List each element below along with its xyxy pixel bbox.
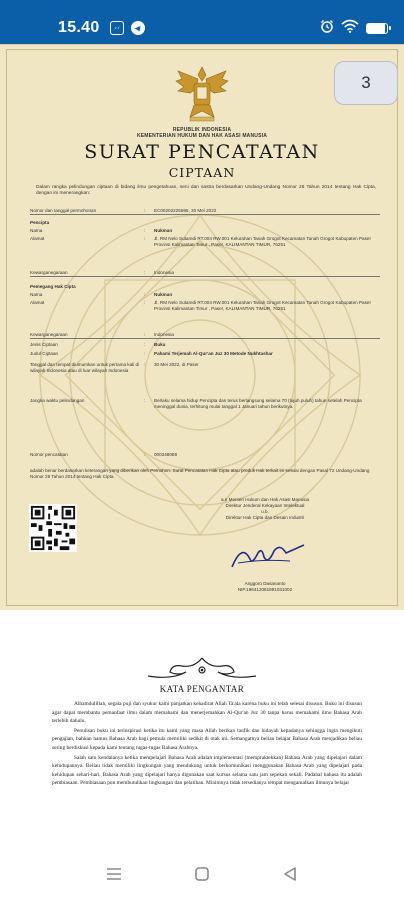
field-value: Indonesia [154, 332, 174, 337]
creator-section [30, 220, 380, 226]
published-row: Tanggal dan tempat diumumkan untuk pertama kali di wilayah Indonesia atau di luar wilayah Indonesia : 30 Mei 2022, di Paser [30, 362, 380, 374]
field-label: Alamat [30, 300, 45, 305]
section-label: Pencipta [30, 220, 50, 225]
field-label: Kewarganegaraan [30, 270, 68, 275]
book-page[interactable] [0, 654, 404, 844]
page-separator [0, 612, 404, 654]
application-row: Nomor dan tanggal permohonan : EC00202225595, 30 Mei 2022 [30, 208, 380, 215]
holder-address-row: Alamat : Jl. RM Nelo Sutaredi RT.004 RW.001 Kelurahan Tanah Grogot Kecamatan Tanah Grogot Kabupaten Paser Provinsi Kalimantan Timur , Paser, KALIMANTAN TIMUR, 76251 [30, 300, 380, 312]
field-label: Alamat [30, 236, 45, 241]
certificate-title: SURAT PENCATATAN [84, 141, 320, 163]
sign-line2: Direktur Jenderal Kekayaan Intelektual [225, 503, 305, 508]
sign-line3: u.b. [261, 509, 269, 514]
telegram-icon [131, 21, 145, 35]
sign-line4: Direktur Hak Cipta dan Desain Industri [225, 515, 305, 520]
status-right [320, 19, 388, 38]
qr-code[interactable] [29, 504, 77, 552]
certificate-page[interactable] [0, 44, 404, 610]
record-row: Nomor pencatatan : 000348088 [30, 452, 380, 458]
field-value: 000348088 [154, 452, 177, 457]
field-label: Judul Ciptaan [30, 351, 59, 356]
creator-address-row: Alamat : Jl. RM Nelo Sutaredi RT.004 RW.001 Kelurahan Tanah Grogot Kecamatan Tanah Grogot Kabupaten Paser Provinsi Kalimantan Timur , Paser, KALIMANTAN TIMUR, 76251 [30, 236, 380, 248]
ministry-header [0, 127, 404, 139]
type-row: Jenis Ciptaan : Buku [30, 342, 380, 348]
holder-nationality-row: Kewarganegaraan : Indonesia [30, 332, 380, 339]
certificate-subtitle: CIPTAAN [168, 165, 236, 180]
field-value: 30 Mei 2022, di Paser [154, 362, 199, 367]
field-label: Jenis Ciptaan [30, 342, 58, 347]
book-body [52, 700, 362, 789]
holder-name-row: Nama : Nukman [30, 292, 380, 298]
field-value: Jl. RM Nelo Sutaredi RT.004 RW.001 Kelurahan Tanah Grogot Kecamatan Tanah Grogot Kabupaten Paser Provinsi Kalimantan Timur , Paser, KALIMANTAN TIMUR, 76251 [154, 236, 371, 247]
field-value: Nukman [154, 228, 173, 233]
field-label: Kewarganegaraan [30, 332, 68, 337]
menu-icon[interactable] [94, 858, 134, 890]
messenger-icon [110, 21, 124, 35]
field-label: Tanggal dan tempat diumumkan untuk pertama kali di wilayah Indonesia atau di luar wilayah Indonesia [30, 362, 140, 373]
page-indicator[interactable]: 3 [334, 61, 398, 105]
field-value: EC00202225595, 30 Mei 2022 [154, 208, 217, 213]
wifi-icon [341, 19, 359, 38]
period-row: Jangka waktu pelindungan : Berlaku selama hidup Pencipta dan terus berlangsung selama 70 (tujuh puluh) tahun setelah Pencipta meninggal dunia, terhitung mulai tanggal 1 Januari tahun berikutnya. [30, 398, 380, 410]
holder-section [30, 284, 380, 290]
book-heading: KATA PENGANTAR [159, 684, 245, 694]
field-label: Nomor pencatatan [30, 452, 68, 457]
book-paragraph: Salah satu kendalanya ketika mempelajari Bahasa Arab adalah implementasi (mempraktekkan) Bahasa Arab yang dipelajari dalam kehidupannya. Beliau tidak memiliki lingkungan yang mendukung untuk berkomunikasi menggunakan Bahasa Arab yang dipelajari pada kehidupan sehari-hari. Bahasa Arab yang dipelajari hanya digunakan saat kursus selama satu jam sepekan sekali. Padahal bahasa itu adalah pembiasaan. Pembiasaan pun membutuhkan lingkungan dan pelatihan. Minimnya tidak tersedianya tempat mengamalkan ilmunya belajar [52, 754, 362, 787]
status-time: 15.40 [58, 19, 100, 36]
field-value: Nukman [154, 292, 173, 297]
field-label: Nama [30, 292, 43, 297]
book-paragraph: Penulisan buku ini terinspirasi ketika itu kami yang masa Allah berikan taufik dan hidayah kepadanya sehingga ingin mengikuti pengajian, bahkan hamus Bahasa Arab bagi pemula memiliki sedikit di otak ini. Semangatnya beliau belajar Bahasa Arab menjadikan beliau sering berdiskusi kepada kami tentang tugas-tugas Bahasa Arabnya. [52, 727, 362, 751]
field-value: Berlaku selama hidup Pencipta dan terus berlangsung selama 70 (tujuh puluh) tahun setelah Pencipta meninggal dunia, terhitung mulai tanggal 1 Januari tahun berikutnya. [154, 398, 362, 409]
alarm-icon [320, 19, 334, 38]
watermark-ornament [30, 205, 370, 545]
certificate-closing: adalah benar berdasarkan keterangan yang diberikan oleh Pemohon. Surat Pencatatan Hak Cipta atau produk Hak terkait ini sesuai dengan Pasal 72 Undang-Undang Nomor 28 Tahun 2014 tentang Hak Cipta. [30, 468, 370, 479]
battery-icon [366, 23, 388, 34]
back-icon[interactable] [270, 858, 310, 890]
field-label: Jangka waktu pelindungan [30, 398, 85, 403]
section-label: Pemegang Hak Cipta [30, 284, 76, 289]
navigation-bar [0, 848, 404, 900]
creator-nationality-row: Kewarganegaraan : Indonesia [30, 270, 380, 277]
field-value: Pahami Terjemah Al-Qur'an Juz 30 Metode Nukhtashar [154, 351, 273, 356]
field-label: Nama [30, 228, 43, 233]
signer-name: Anggoro Dasananto [244, 581, 286, 586]
book-paragraph: Alhamdulillah, segala puji dan syukur kami panjatkan kehadirat Allah Ta'ala karena buku ini telah selesai disusun. Buku ini disusun agar dapat membantu pemanfaat ilmu dalam memahami dan menerjemahkan Al-Qur'an Juz 30 tanpa harus memahami ilmu Bahasa Arab terlebih dahulu. [52, 701, 362, 725]
sign-line1: a.n Menteri Hukum dan Hak Asasi Manusia [220, 497, 310, 502]
garuda-emblem-icon [172, 61, 232, 127]
signer [190, 581, 340, 593]
battery-level [367, 24, 385, 33]
header-country: REPUBLIK INDONESIA [172, 127, 232, 133]
creator-name-row: Nama : Nukman [30, 228, 380, 234]
ornament-divider-icon [142, 654, 262, 682]
field-value: Jl. RM Nelo Sutaredi RT.004 RW.001 Kelurahan Tanah Grogot Kecamatan Tanah Grogot Kabupaten Paser Provinsi Kalimantan Timur , Paser, KALIMANTAN TIMUR, 76251 [154, 300, 371, 311]
notification-icons [110, 21, 145, 35]
signature-block [190, 497, 340, 521]
field-value: Indonesia [154, 270, 174, 275]
field-value: Buku [154, 342, 166, 347]
certificate-intro: Dalam rangka pelindungan ciptaan di bidang ilmu pengetahuan, seni dan sastra berdasarkan Undang-Undang Nomor 28 Tahun 2014 tentang Hak Cipta, dengan ini menerangkan: [36, 185, 376, 196]
header-ministry: KEMENTERIAN HUKUM DAN HAK ASASI MANUSIA [136, 133, 268, 139]
signer-nip: NIP.196412081991031002 [237, 587, 293, 592]
home-icon[interactable] [182, 858, 222, 890]
field-label: Nomor dan tanggal permohonan [30, 208, 97, 213]
title-row: Judul Ciptaan : Pahami Terjemah Al-Qur'an Juz 30 Metode Nukhtashar [30, 351, 380, 357]
handwritten-signature [228, 539, 308, 573]
